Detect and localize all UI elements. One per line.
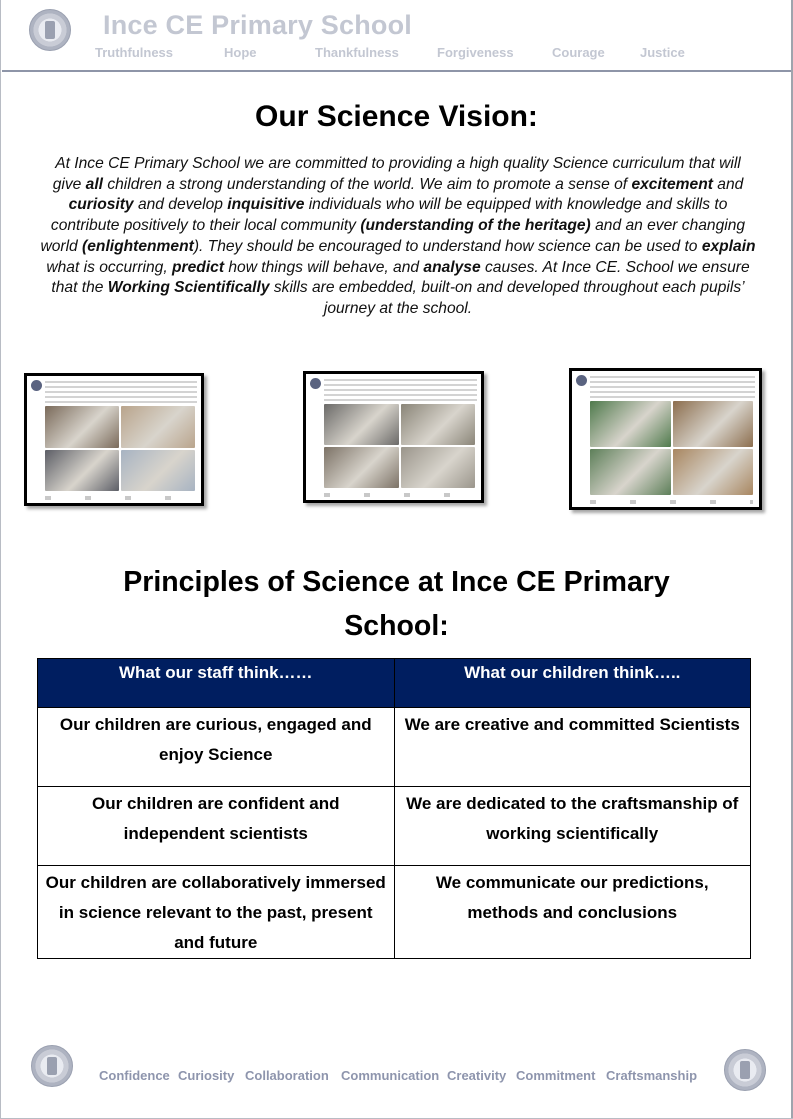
tweet-image-grid: [324, 404, 475, 488]
header-divider: [2, 70, 791, 72]
vision-emphasis: analyse: [423, 258, 481, 276]
tweet-actions: [590, 500, 753, 504]
tweet-header: [310, 378, 477, 402]
header-value-truthfulness: Truthfulness: [95, 45, 174, 60]
vision-emphasis: curiosity: [68, 196, 134, 214]
avatar: [31, 380, 42, 391]
header-staff: What our staff think……: [38, 659, 395, 708]
vision-title: Our Science Vision:: [255, 100, 538, 133]
children-cell: We communicate our predictions, methods and conclusions: [394, 866, 751, 959]
photo-tile: [45, 450, 119, 492]
vision-text-run: children a strong understanding of the world. We aim to promote a sense of: [102, 175, 632, 193]
school-name: Ince CE Primary School: [103, 10, 413, 40]
vision-emphasis: inquisitive: [227, 196, 305, 214]
photo-tile: [121, 406, 195, 448]
photo-tile: [401, 404, 476, 445]
vision-paragraph: [40, 154, 756, 320]
footer-value-collaboration: Collaboration: [245, 1068, 329, 1083]
header-children: What our children think…..: [394, 659, 751, 708]
vision-emphasis: predict: [172, 258, 225, 276]
vision-text-run: ). They should be encouraged to understand how science can be used to: [193, 237, 702, 255]
tweet-image-grid: [45, 406, 195, 491]
vision-text-run: what is occurring,: [46, 258, 173, 276]
children-cell: We are dedicated to the craftsmanship of working scientifically: [394, 787, 751, 866]
tweet-image-grid: [590, 401, 753, 495]
school-logo-icon: [29, 9, 71, 51]
footer-value-creativity: Creativity: [447, 1068, 507, 1083]
photo-tile: [324, 447, 399, 488]
vision-emphasis: Working Scientifically: [107, 279, 270, 297]
vision-text-run: individuals who will be equipped with knowledge and skills to contribute positively to their local community: [50, 196, 728, 235]
vision-text-run: skills are embedded, built-on and developed throughout each pupils’ journey at the school.: [269, 279, 745, 317]
tweet-header: [31, 380, 197, 404]
vision-emphasis: (understanding of the heritage): [360, 217, 591, 235]
page-header: [0, 0, 793, 74]
principles-table: [37, 658, 751, 959]
photo-tile: [121, 450, 195, 492]
vision-emphasis: excitement: [631, 175, 713, 193]
photo-tile: [590, 401, 671, 447]
header-value-hope: Hope: [224, 45, 257, 60]
header-value-justice: Justice: [640, 45, 685, 60]
school-logo-icon: [724, 1049, 766, 1091]
staff-cell: Our children are confident and independent scientists: [38, 787, 395, 866]
principles-title: Principles of Science at Ince CE Primary School:: [123, 566, 670, 642]
table-row: [38, 866, 751, 959]
table-row: [38, 787, 751, 866]
vision-text-run: and: [712, 175, 744, 193]
footer-value-communication: Communication: [341, 1068, 440, 1083]
header-value-forgiveness: Forgiveness: [437, 45, 514, 60]
footer-value-confidence: Confidence: [99, 1068, 170, 1083]
vision-emphasis: explain: [701, 237, 756, 255]
tweet-actions: [324, 493, 475, 497]
footer-value-commitment: Commitment: [516, 1068, 596, 1083]
vision-text-run: and an ever changing world: [40, 217, 746, 255]
children-cell: We are creative and committed Scientists: [394, 708, 751, 787]
footer-value-craftsmanship: Craftsmanship: [606, 1068, 698, 1083]
vision-text-run: causes. At Ince CE. School we ensure that the: [51, 258, 750, 297]
tweet-photo-1: [24, 373, 204, 506]
header-value-thankfulness: Thankfulness: [315, 45, 399, 60]
vision-text-run: and develop: [133, 196, 228, 214]
vision-emphasis: (enlightenment: [82, 237, 194, 255]
vision-text-run: how things will behave, and: [224, 258, 424, 276]
table-header-row: [38, 659, 751, 708]
tweet-actions: [45, 496, 195, 500]
vision-text-run: At Ince CE Primary School we are committed to providing a high quality Science curriculum that will give: [52, 155, 741, 193]
photo-tile: [673, 449, 754, 495]
school-logo-icon: [31, 1045, 73, 1087]
tweet-header: [576, 375, 755, 399]
page-border-left: [0, 0, 1, 1119]
avatar: [576, 375, 587, 386]
staff-cell: Our children are collaboratively immersed in science relevant to the past, present and future: [38, 866, 395, 959]
staff-cell: Our children are curious, engaged and enjoy Science: [38, 708, 395, 787]
vision-emphasis: all: [85, 175, 103, 193]
tweet-photo-3: [569, 368, 762, 510]
photo-tile: [673, 401, 754, 447]
tweet-photo-2: [303, 371, 484, 503]
photo-tile: [401, 447, 476, 488]
header-value-courage: Courage: [552, 45, 605, 60]
photo-tile: [590, 449, 671, 495]
avatar: [310, 378, 321, 389]
photo-tile: [45, 406, 119, 448]
footer-value-curiosity: Curiosity: [178, 1068, 235, 1083]
photo-tile: [324, 404, 399, 445]
table-row: [38, 708, 751, 787]
